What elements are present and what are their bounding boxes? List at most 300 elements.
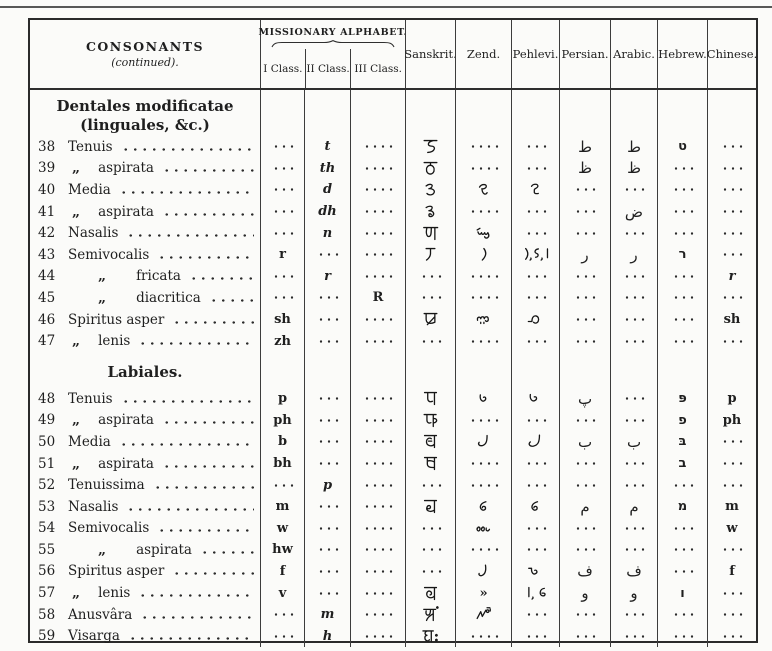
empty-dots	[623, 275, 645, 278]
table-row-47	[30, 330, 756, 352]
class1-letter: bh	[273, 456, 292, 472]
cell-arabic	[610, 222, 657, 244]
table-row-43	[30, 244, 756, 266]
empty-dots	[574, 210, 596, 213]
row-number: 56	[38, 563, 56, 580]
table-row-45	[30, 287, 756, 309]
empty-dots	[623, 296, 645, 299]
empty-dots	[317, 570, 339, 573]
class3-letter: R	[372, 290, 384, 306]
header-class-1: I Class.	[263, 62, 303, 75]
cell-zend	[455, 179, 511, 201]
cell-persian	[559, 136, 610, 158]
cell-zend-blank	[455, 352, 511, 388]
cell-hebrew	[657, 158, 707, 180]
empty-dots	[525, 210, 547, 213]
class2-letter: dh	[318, 204, 337, 220]
row-label-cell	[30, 582, 260, 604]
row-label-cell	[30, 453, 260, 475]
row-name: aspirata	[98, 203, 154, 220]
table-row-44	[30, 266, 756, 288]
empty-dots	[469, 462, 499, 465]
empty-dots	[363, 635, 393, 638]
cell-pehlevi	[511, 518, 559, 540]
cell-arabic	[610, 582, 657, 604]
cell-hebrew	[657, 453, 707, 475]
cell-sanskrit	[405, 431, 455, 453]
section-heading-row	[30, 352, 756, 388]
hebrew-letter: ו	[680, 585, 685, 601]
cell-class3	[350, 431, 405, 453]
empty-dots	[469, 419, 499, 422]
cell-pehlevi	[511, 561, 559, 583]
p-b-glyph	[526, 432, 545, 451]
cell-hebrew	[657, 582, 707, 604]
persian-letter: م	[580, 497, 590, 516]
empty-dots	[525, 340, 547, 343]
empty-dots	[272, 167, 294, 170]
cell-class1	[260, 431, 304, 453]
empty-dots	[363, 145, 393, 148]
cell-chinese	[707, 561, 756, 583]
cell-class2	[304, 222, 350, 244]
cell-arabic	[610, 625, 657, 647]
section-heading-line: Labiales.	[107, 363, 183, 382]
row-label	[30, 290, 260, 306]
persian-letter: ظ	[578, 159, 592, 178]
zend-letter: »	[479, 585, 488, 601]
row-label	[30, 204, 260, 220]
cell-chinese	[707, 604, 756, 626]
dot-leader	[128, 637, 254, 640]
hebrew-letter: פ	[678, 412, 687, 428]
empty-dots	[363, 440, 393, 443]
cell-pehlevi	[511, 179, 559, 201]
cell-class2	[304, 179, 350, 201]
cell-sanskrit	[405, 222, 455, 244]
cell-chinese	[707, 625, 756, 647]
cell-persian	[559, 179, 610, 201]
cell-class1	[260, 453, 304, 475]
row-label	[30, 333, 260, 349]
cell-hebrew	[657, 496, 707, 518]
dot-leader	[162, 421, 254, 424]
row-number: 38	[38, 138, 56, 155]
cell-zend	[455, 158, 511, 180]
cell-zend	[455, 474, 511, 496]
z-m-glyph	[474, 497, 493, 516]
empty-dots	[420, 296, 442, 299]
cell-class3-blank	[350, 352, 405, 388]
cell-arabic	[610, 266, 657, 288]
dot-leader	[209, 299, 254, 302]
cell-arabic	[610, 474, 657, 496]
p-r3-glyph	[520, 245, 552, 264]
table-header-row	[30, 20, 756, 90]
dot-leader	[140, 616, 254, 619]
empty-dots	[721, 232, 743, 235]
empty-dots	[363, 570, 393, 573]
empty-dots	[574, 232, 596, 235]
empty-dots	[363, 527, 393, 530]
empty-dots	[317, 318, 339, 321]
empty-dots	[623, 318, 645, 321]
cell-sanskrit	[405, 309, 455, 331]
table-row-40	[30, 179, 756, 201]
cell-hebrew	[657, 309, 707, 331]
empty-dots	[272, 275, 294, 278]
class1-letter: zh	[274, 333, 291, 349]
cell-class3	[350, 625, 405, 647]
cell-zend	[455, 453, 511, 475]
deva-sam-glyph	[421, 605, 440, 624]
cell-zend	[455, 388, 511, 410]
row-name: Spiritus asper	[68, 311, 165, 328]
row-number: 52	[38, 477, 56, 494]
row-number: 41	[38, 203, 56, 220]
deva-ra-glyph	[421, 245, 440, 264]
row-name: Nasalis	[68, 225, 119, 242]
cell-class2	[304, 410, 350, 432]
cell-arabic	[610, 561, 657, 583]
table-row-39	[30, 158, 756, 180]
header-consonants	[30, 20, 260, 88]
empty-dots	[721, 635, 743, 638]
cell-class3	[350, 388, 405, 410]
cell-zend	[455, 244, 511, 266]
dot-leader	[162, 465, 254, 468]
cell-hebrew	[657, 431, 707, 453]
row-label	[30, 542, 260, 558]
z-n-glyph	[474, 224, 493, 243]
cell-persian	[559, 496, 610, 518]
cell-class1	[260, 604, 304, 626]
cell-class2	[304, 453, 350, 475]
deva-tta-glyph	[421, 137, 440, 156]
header-missionary-title: MISSIONARY ALPHABET.	[258, 27, 408, 38]
row-name: aspirata	[98, 412, 154, 429]
row-name: Semivocalis	[68, 520, 150, 537]
empty-dots	[574, 419, 596, 422]
deva-bha-glyph	[421, 454, 440, 473]
header-class-2: II Class.	[305, 49, 351, 88]
cell-chinese	[707, 201, 756, 223]
cell-pehlevi	[511, 287, 559, 309]
empty-dots	[469, 167, 499, 170]
cell-class3	[350, 410, 405, 432]
chinese-letter: w	[726, 520, 738, 536]
cell-chinese	[707, 222, 756, 244]
class1-letter: m	[275, 499, 290, 515]
cell-arabic	[610, 604, 657, 626]
header-consonants-subtitle: (continued).	[111, 56, 179, 69]
class2-letter: t	[324, 139, 331, 155]
empty-dots	[317, 397, 339, 400]
cell-arabic	[610, 453, 657, 475]
row-number: 48	[38, 390, 56, 407]
arabic-letter: و	[630, 584, 638, 603]
empty-dots	[623, 484, 645, 487]
empty-dots	[317, 462, 339, 465]
cell-arabic	[610, 330, 657, 352]
cell-arabic	[610, 309, 657, 331]
cell-persian	[559, 244, 610, 266]
cell-zend	[455, 309, 511, 331]
cell-class1	[260, 388, 304, 410]
cell-persian	[559, 582, 610, 604]
cell-class1	[260, 158, 304, 180]
row-number: 53	[38, 498, 56, 515]
empty-dots	[363, 462, 393, 465]
cell-arabic	[610, 431, 657, 453]
empty-dots	[363, 505, 393, 508]
row-name: Semivocalis	[68, 246, 150, 263]
empty-dots	[623, 613, 645, 616]
row-label-cell	[30, 287, 260, 309]
cell-hebrew	[657, 222, 707, 244]
empty-dots	[272, 296, 294, 299]
cell-pehlevi	[511, 539, 559, 561]
row-label-cell	[30, 266, 260, 288]
cell-class2	[304, 474, 350, 496]
cell-sanskrit	[405, 388, 455, 410]
empty-dots	[525, 232, 547, 235]
cell-chinese	[707, 410, 756, 432]
row-label	[30, 563, 260, 579]
empty-dots	[672, 188, 694, 191]
dot-leader	[126, 508, 254, 511]
row-label-cell	[30, 309, 260, 331]
row-number: 44	[38, 268, 56, 285]
empty-dots	[721, 592, 743, 595]
empty-dots	[623, 462, 645, 465]
deva-ssa-glyph	[421, 310, 440, 329]
deva-dda-glyph	[421, 180, 440, 199]
cell-persian	[559, 330, 610, 352]
cell-persian	[559, 604, 610, 626]
empty-dots	[525, 613, 547, 616]
empty-dots	[363, 275, 393, 278]
persian-letter: ر	[581, 245, 589, 264]
row-name: Visarga	[68, 628, 120, 645]
cell-class3	[350, 136, 405, 158]
cell-persian	[559, 222, 610, 244]
table-row-49	[30, 410, 756, 432]
empty-dots	[721, 613, 743, 616]
p-p-glyph	[526, 389, 545, 408]
brace-rule-icon	[269, 40, 397, 48]
cell-class2	[304, 266, 350, 288]
cell-pehlevi	[511, 453, 559, 475]
cell-class3	[350, 309, 405, 331]
empty-dots	[721, 167, 743, 170]
arabic-letter: ب	[626, 432, 642, 451]
dot-leader	[126, 234, 254, 237]
class1-letter: hw	[272, 542, 293, 558]
arabic-letter: ط	[627, 137, 641, 156]
persian-letter: ب	[577, 432, 593, 451]
empty-dots	[623, 635, 645, 638]
class1-letter: w	[276, 520, 289, 536]
cell-hebrew	[657, 330, 707, 352]
header-hebrew: Hebrew.	[657, 20, 707, 88]
cell-class2-blank	[304, 90, 350, 136]
dot-leader	[200, 551, 254, 554]
cell-chinese	[707, 136, 756, 158]
p-d-glyph	[526, 180, 545, 199]
empty-dots	[574, 275, 596, 278]
cell-arabic	[610, 287, 657, 309]
class2-letter: r	[324, 268, 331, 284]
cell-class3	[350, 287, 405, 309]
cell-chinese	[707, 496, 756, 518]
empty-dots	[363, 340, 393, 343]
dot-leader	[119, 443, 254, 446]
row-name: lenis	[98, 333, 131, 350]
class2-letter: m	[320, 607, 335, 623]
dot-leader	[162, 169, 254, 172]
cell-chinese	[707, 539, 756, 561]
cell-class2	[304, 431, 350, 453]
cell-class3	[350, 453, 405, 475]
cell-arabic-blank	[610, 352, 657, 388]
row-label-cell	[30, 179, 260, 201]
table-row-55	[30, 539, 756, 561]
ditto-mark: „	[98, 268, 107, 285]
cell-zend	[455, 410, 511, 432]
empty-dots	[420, 275, 442, 278]
cell-arabic	[610, 201, 657, 223]
deva-ttha-glyph	[421, 159, 440, 178]
ditto-mark: „	[72, 333, 81, 350]
empty-dots	[363, 484, 393, 487]
dot-leader	[138, 342, 254, 345]
cell-chinese	[707, 158, 756, 180]
arabic-letter: ف	[626, 562, 642, 581]
cell-pehlevi	[511, 410, 559, 432]
row-label	[30, 499, 260, 515]
dot-leader	[121, 400, 254, 403]
cell-persian	[559, 431, 610, 453]
empty-dots	[317, 340, 339, 343]
dot-leader	[172, 572, 254, 575]
empty-dots	[574, 613, 596, 616]
cell-class2	[304, 518, 350, 540]
cell-class3	[350, 266, 405, 288]
cell-chinese	[707, 582, 756, 604]
empty-dots	[721, 296, 743, 299]
z-b-glyph	[474, 432, 493, 451]
header-pehlevi: Pehlevi.	[511, 20, 559, 88]
empty-dots	[721, 548, 743, 551]
deva-ba-glyph	[421, 432, 440, 451]
persian-letter: پ	[577, 389, 593, 408]
row-label	[30, 312, 260, 328]
row-number: 58	[38, 606, 56, 623]
empty-dots	[363, 419, 393, 422]
dot-leader	[157, 529, 254, 532]
cell-pehlevi	[511, 201, 559, 223]
cell-zend	[455, 222, 511, 244]
cell-persian	[559, 453, 610, 475]
p-sh-glyph	[526, 310, 545, 329]
cell-hebrew	[657, 136, 707, 158]
empty-dots	[623, 397, 645, 400]
header-zend: Zend.	[455, 20, 511, 88]
empty-dots	[525, 167, 547, 170]
cell-pehlevi	[511, 388, 559, 410]
row-name: aspirata	[136, 541, 192, 558]
empty-dots	[469, 145, 499, 148]
table-row-42	[30, 222, 756, 244]
row-number: 45	[38, 289, 56, 306]
cell-class2	[304, 496, 350, 518]
row-name: Nasalis	[68, 498, 119, 515]
section-heading-text	[30, 358, 260, 382]
cell-class1	[260, 330, 304, 352]
z-sh-glyph	[474, 310, 493, 329]
cell-class2	[304, 539, 350, 561]
cell-class3	[350, 222, 405, 244]
header-missionary-alphabet	[258, 20, 408, 88]
cell-class1	[260, 287, 304, 309]
row-name: Tenuissima	[68, 477, 145, 494]
row-label	[30, 434, 260, 450]
cell-chinese	[707, 309, 756, 331]
row-number: 46	[38, 311, 56, 328]
cell-class3	[350, 518, 405, 540]
cell-chinese-blank	[707, 90, 756, 136]
empty-dots	[574, 296, 596, 299]
cell-class2	[304, 582, 350, 604]
cell-hebrew	[657, 518, 707, 540]
cell-sanskrit	[405, 158, 455, 180]
cell-class1	[260, 561, 304, 583]
empty-dots	[317, 419, 339, 422]
cell-class2-blank	[304, 352, 350, 388]
cell-sanskrit	[405, 136, 455, 158]
row-label-cell	[30, 330, 260, 352]
empty-dots	[525, 419, 547, 422]
arabic-letter: م	[629, 497, 639, 516]
cell-class1	[260, 539, 304, 561]
cell-sanskrit	[405, 625, 455, 647]
row-name: diacritica	[136, 289, 201, 306]
arabic-letter: ر	[630, 245, 638, 264]
empty-dots	[363, 232, 393, 235]
p-f-glyph	[526, 562, 545, 581]
dot-leader	[189, 277, 254, 280]
cell-sanskrit-blank	[405, 90, 455, 136]
table-row-50	[30, 431, 756, 453]
dot-leader	[157, 256, 254, 259]
row-number: 54	[38, 520, 56, 537]
row-number: 55	[38, 541, 56, 558]
arabic-letter: ظ	[627, 159, 641, 178]
header-consonants-title: CONSONANTS	[85, 39, 205, 54]
dot-leader	[119, 191, 254, 194]
empty-dots	[672, 232, 694, 235]
cell-class1	[260, 474, 304, 496]
empty-dots	[672, 318, 694, 321]
row-name: lenis	[98, 585, 131, 602]
cell-persian	[559, 474, 610, 496]
empty-dots	[363, 613, 393, 616]
row-name: Anusvâra	[68, 606, 133, 623]
cell-class2	[304, 309, 350, 331]
cell-class1	[260, 410, 304, 432]
dot-leader	[121, 148, 254, 151]
